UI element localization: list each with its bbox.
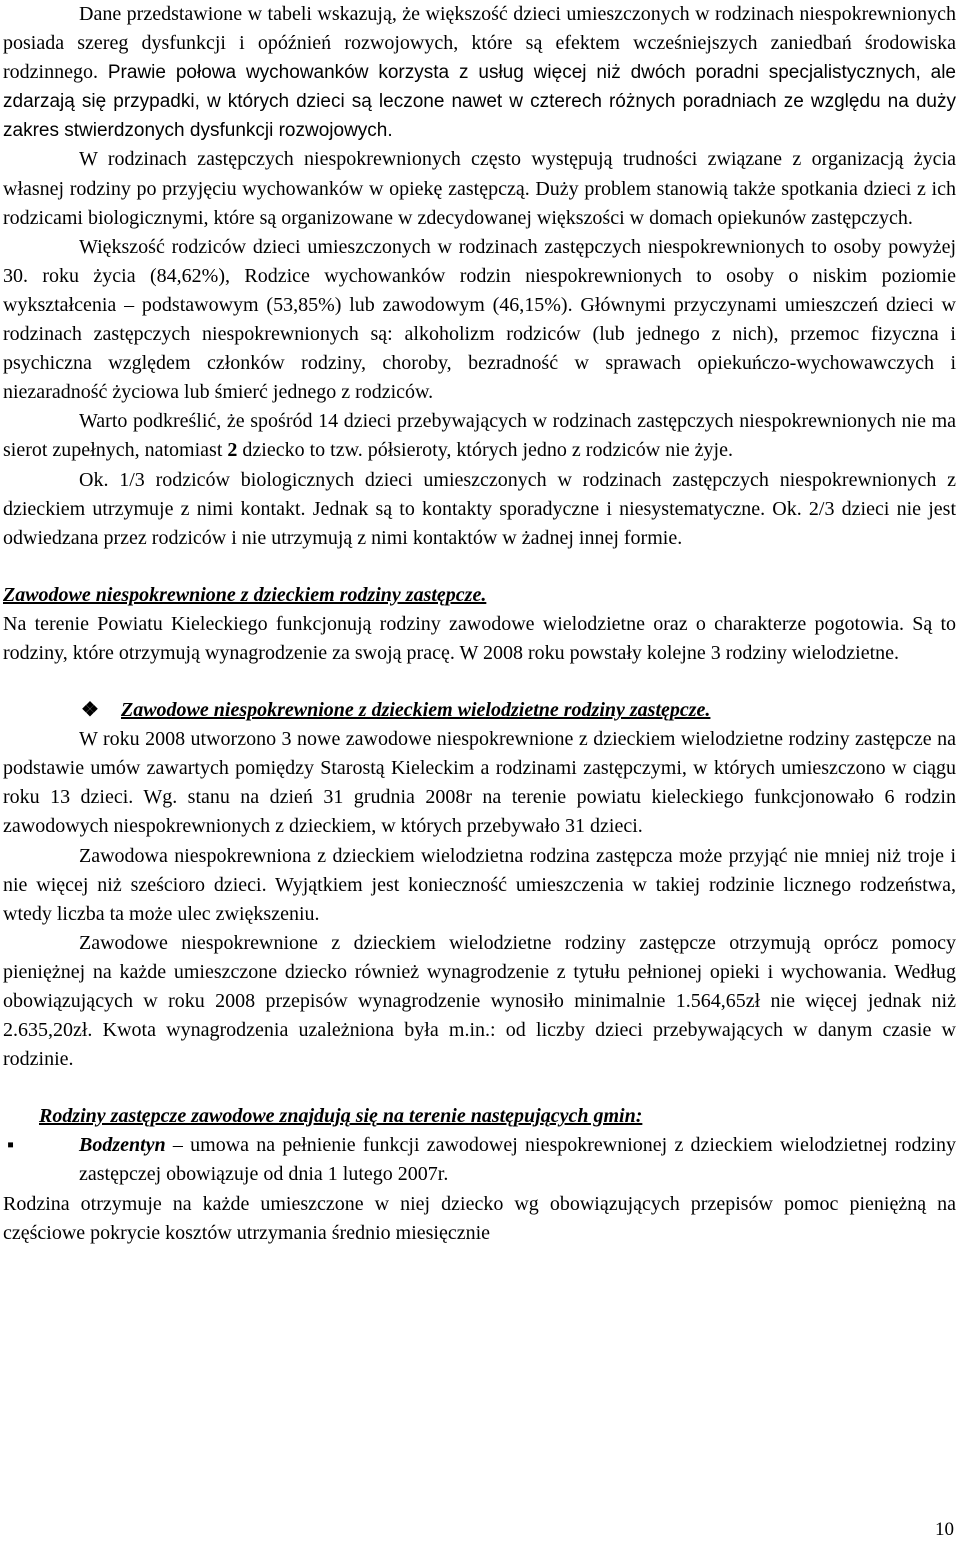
paragraph-4-bold-number: 2: [227, 439, 238, 462]
paragraph-8: Zawodowa niespokrewniona z dzieckiem wielodzietna rodzina zastępcza może przyjąć nie mniej niż troje i nie więcej niż sześcioro dzieci. Wyjątkiem jest konieczność umieszczenia w takiej rodzinie licznego rodzeństwa, wtedy liczba ta może ulec zwiększeniu.: [3, 844, 956, 925]
paragraph-6: Na terenie Powiatu Kieleckiego funkcjonują rodziny zawodowe wielodzietne oraz o charakterze pogotowia. Są to rodziny, które otrzymują wynagrodzenie za swoją pracę. W 2008 roku powstały kolejne 3 rodziny wielodzietne.: [3, 612, 956, 664]
paragraph-2: W rodzinach zastępczych niespokrewnionych często występują trudności związane z organizacją życia własnej rodziny po przyjęciu wychowanków w opiekę zastępczą. Duży problem stanowią także spotkania dzieci z ich rodzicami biologicznymi, które są organizowane w zdecydowanej większości w domach opiekunów zastępczych.: [3, 148, 956, 229]
spacer: [3, 1074, 956, 1102]
list-item-name: Bodzentyn: [79, 1134, 166, 1157]
paragraph-5: Ok. 1/3 rodziców biologicznych dzieci umieszczonych w rodzinach zastępczych niespokrewnionych z dzieckiem utrzymuje z nimi kontakt. Jednak są to kontakty sporadyczne i niesystematyczne. Ok. 2/3 dzieci nie jest odwiedzana przez rodziców i nie utrzymują z nimi kontaktów w żadnej innej formie.: [3, 468, 956, 549]
diamond-bullet-icon: ❖: [81, 699, 99, 722]
paragraph-1-part-b: Prawie połowa wychowanków korzysta z usług więcej niż dwóch poradni specjalistycznych, ale zdarzają się przypadki, w których dzieci są leczone nawet w czterech różnych poradniach ze względu na duży zakres stwierdzonych dysfunkcji rozwojowych.: [3, 62, 956, 142]
spacer: [3, 668, 956, 696]
section-heading-gminy: Rodziny zastępcze zawodowe znajdują się na terenie następujących gmin:: [39, 1105, 643, 1128]
list-item-text: – umowa na pełnienie funkcji zawodowej niespokrewnionej z dzieckiem wielodzietnej rodziny zastępczej obowiązuje od dnia 1 lutego 2007r.: [79, 1134, 956, 1186]
document-page: [3, 0, 956, 1248]
paragraph-10: Rodzina otrzymuje na każde umieszczone w niej dziecko wg obowiązujących przepisów pomoc pieniężną na częściowe pokrycie kosztów utrzymania średnio miesięcznie: [3, 1192, 956, 1244]
list-item-bodzentyn: [3, 1131, 956, 1189]
page-number: 10: [935, 1519, 954, 1540]
subsection-heading-text: Zawodowe niespokrewnione z dzieckiem wielodzietne rodziny zastępcze.: [121, 699, 711, 722]
paragraph-4: [3, 407, 956, 465]
subsection-heading-wielodzietne: [3, 696, 956, 725]
paragraph-7: W roku 2008 utworzono 3 nowe zawodowe niespokrewnione z dzieckiem wielodzietne rodziny zastępcze na podstawie umów zawartych pomiędzy Starostą Kieleckim a rodzinami zastępczymi, w których umieszczono w ciągu roku 13 dzieci. Wg. stanu na dzień 31 grudnia 2008r na terenie powiatu kieleckiego funkcjonowało 6 rodzin zawodowych niespokrewnionych z dzieckiem, w których przebywało 31 dzieci.: [3, 728, 956, 838]
section-heading-zawodowe: Zawodowe niespokrewnione z dzieckiem rodziny zastępcze.: [3, 583, 487, 606]
paragraph-9: Zawodowe niespokrewnione z dzieckiem wielodzietne rodziny zastępcze otrzymują oprócz pomocy pieniężnej na każde umieszczone dziecko również wynagrodzenie z tytułu pełnionej opieki i wychowania. Według obowiązujących w roku 2008 przepisów wynagrodzenie wynosiło minimalnie 1.564,65zł nie więcej jednak niż 2.635,20zł. Kwota wynagrodzenia uzależniona była m.in.: od liczby dzieci przebywających w danym czasie w rodzinie.: [3, 931, 956, 1071]
spacer: [3, 553, 956, 581]
paragraph-4-part-c: dziecko to tzw. półsieroty, których jedno z rodziców nie żyje.: [237, 439, 733, 462]
paragraph-1: [3, 0, 956, 145]
square-bullet-icon: ▪: [7, 1134, 15, 1157]
paragraph-1-part-a: Dane przedstawione w tabeli wskazują, że większość dzieci umieszczonych w rodzinach niespokrewnionych posiada szereg dysfunkcji i opóźnień rozwojowych, które są efektem wcześniejszych zaniedbań środowiska rodzinnego.: [3, 3, 956, 84]
paragraph-4-part-a: Warto podkreślić, że spośród 14 dzieci przebywających w rodzinach zastępczych niespokrewnionych nie ma sierot zupełnych, natomiast: [3, 410, 956, 462]
paragraph-3: Większość rodziców dzieci umieszczonych w rodzinach zastępczych niespokrewnionych to osoby powyżej 30. roku życia (84,62%), Rodzice wychowanków rodzin niespokrewnionych to osoby o niskim poziomie wykształcenia – podstawowym (53,85%) lub zawodowym (46,15%). Głównymi przyczynami umieszczeń dzieci w rodzinach zastępczych niespokrewnionych są: alkoholizm rodziców (lub jednego z nich), przemoc fizyczna i psychiczna względem członków rodziny, choroby, bezradność w sprawach opiekuńczo-wychowawczych i niezaradność życiowa lub śmierć jednego z rodziców.: [3, 235, 956, 404]
